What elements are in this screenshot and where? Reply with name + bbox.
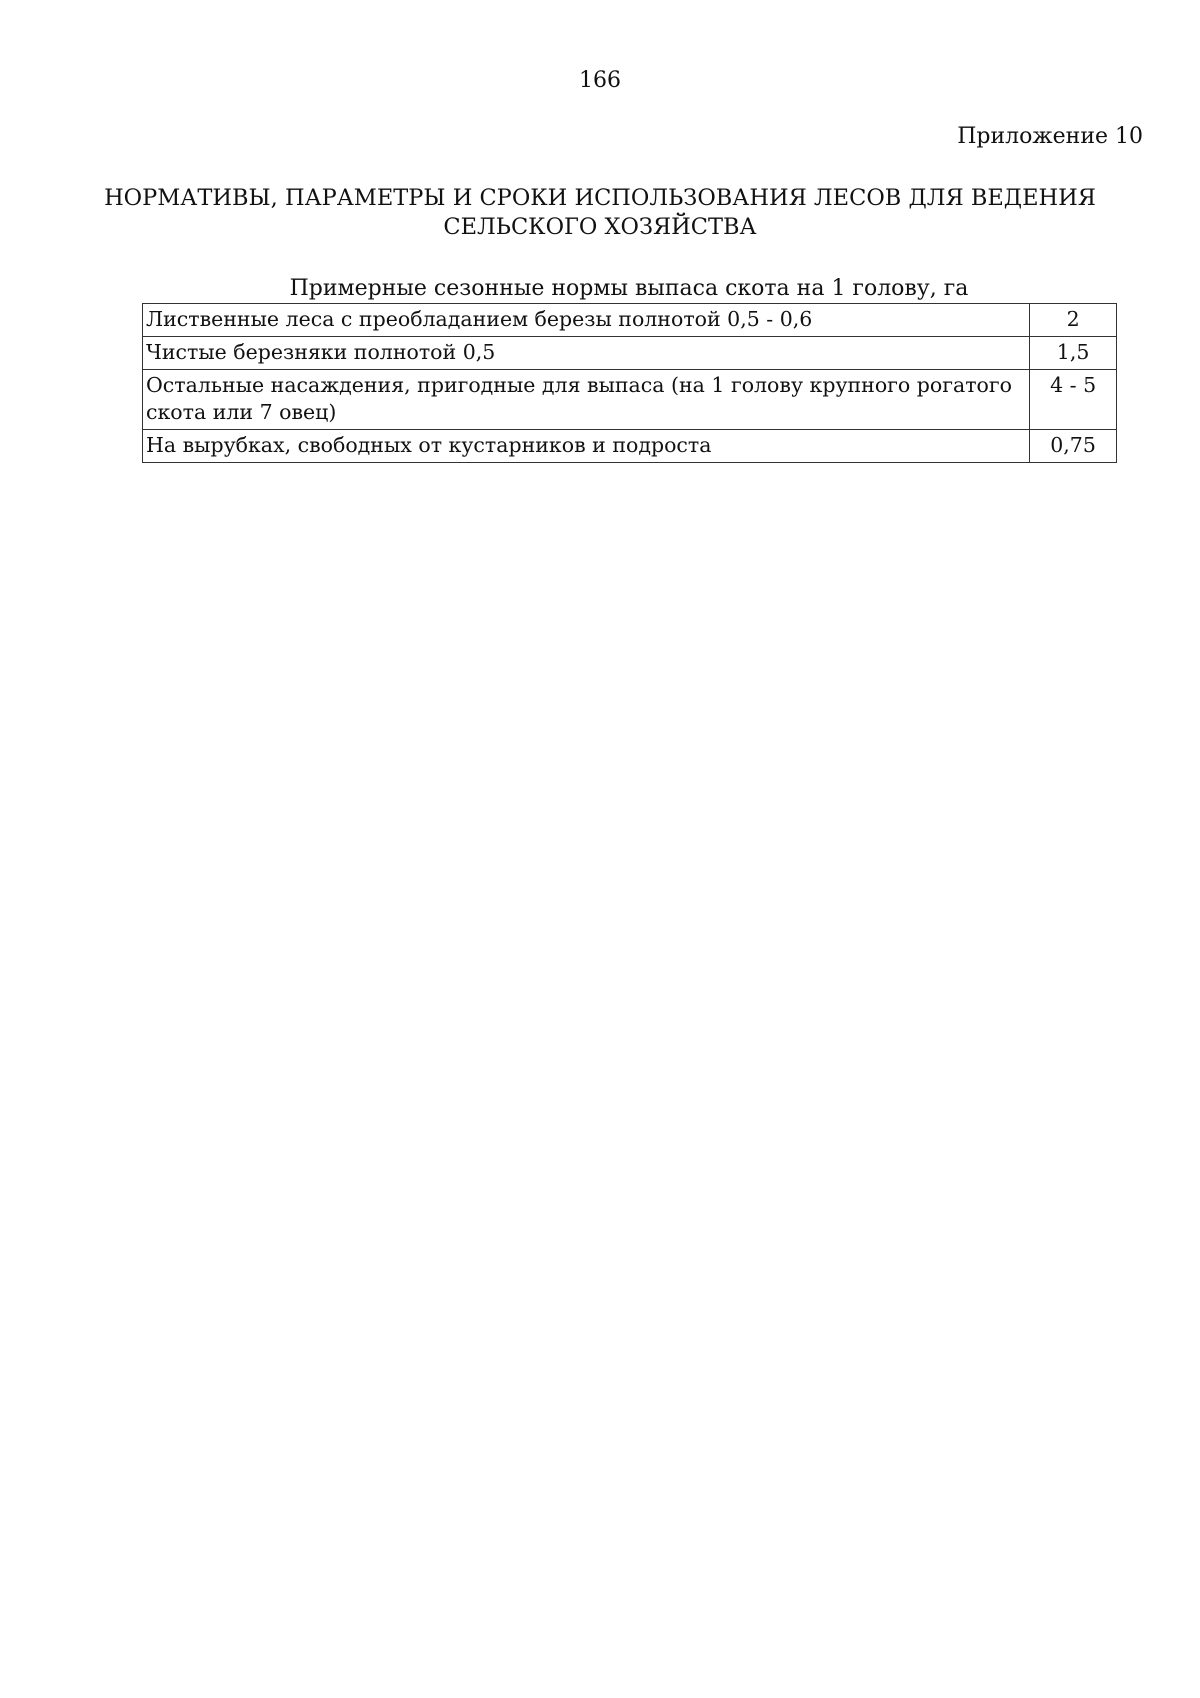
table-row xyxy=(143,370,1117,430)
row-value: 1,5 xyxy=(1030,337,1117,370)
row-description: Остальные насаждения, пригодные для выпаса (на 1 голову крупного рогатого скота или 7 овец) xyxy=(143,370,1030,430)
row-description: На вырубках, свободных от кустарников и подроста xyxy=(143,430,1030,463)
table-row xyxy=(143,304,1117,337)
table-row xyxy=(143,337,1117,370)
table-row xyxy=(143,430,1117,463)
row-value: 4 - 5 xyxy=(1030,370,1117,430)
table-caption: Примерные сезонные нормы выпаса скота на 1 голову, га xyxy=(289,276,969,301)
row-description: Чистые березняки полнотой 0,5 xyxy=(143,337,1030,370)
page-number: 166 xyxy=(579,68,621,93)
grazing-norms-table xyxy=(142,303,1117,463)
document-title: НОРМАТИВЫ, ПАРАМЕТРЫ И СРОКИ ИСПОЛЬЗОВАНИЯ ЛЕСОВ ДЛЯ ВЕДЕНИЯ СЕЛЬСКОГО ХОЗЯЙСТВА xyxy=(104,185,1096,240)
appendix-label: Приложение 10 xyxy=(957,124,1143,149)
row-value: 2 xyxy=(1030,304,1117,337)
row-value: 0,75 xyxy=(1030,430,1117,463)
row-description: Лиственные леса с преобладанием березы полнотой 0,5 - 0,6 xyxy=(143,304,1030,337)
